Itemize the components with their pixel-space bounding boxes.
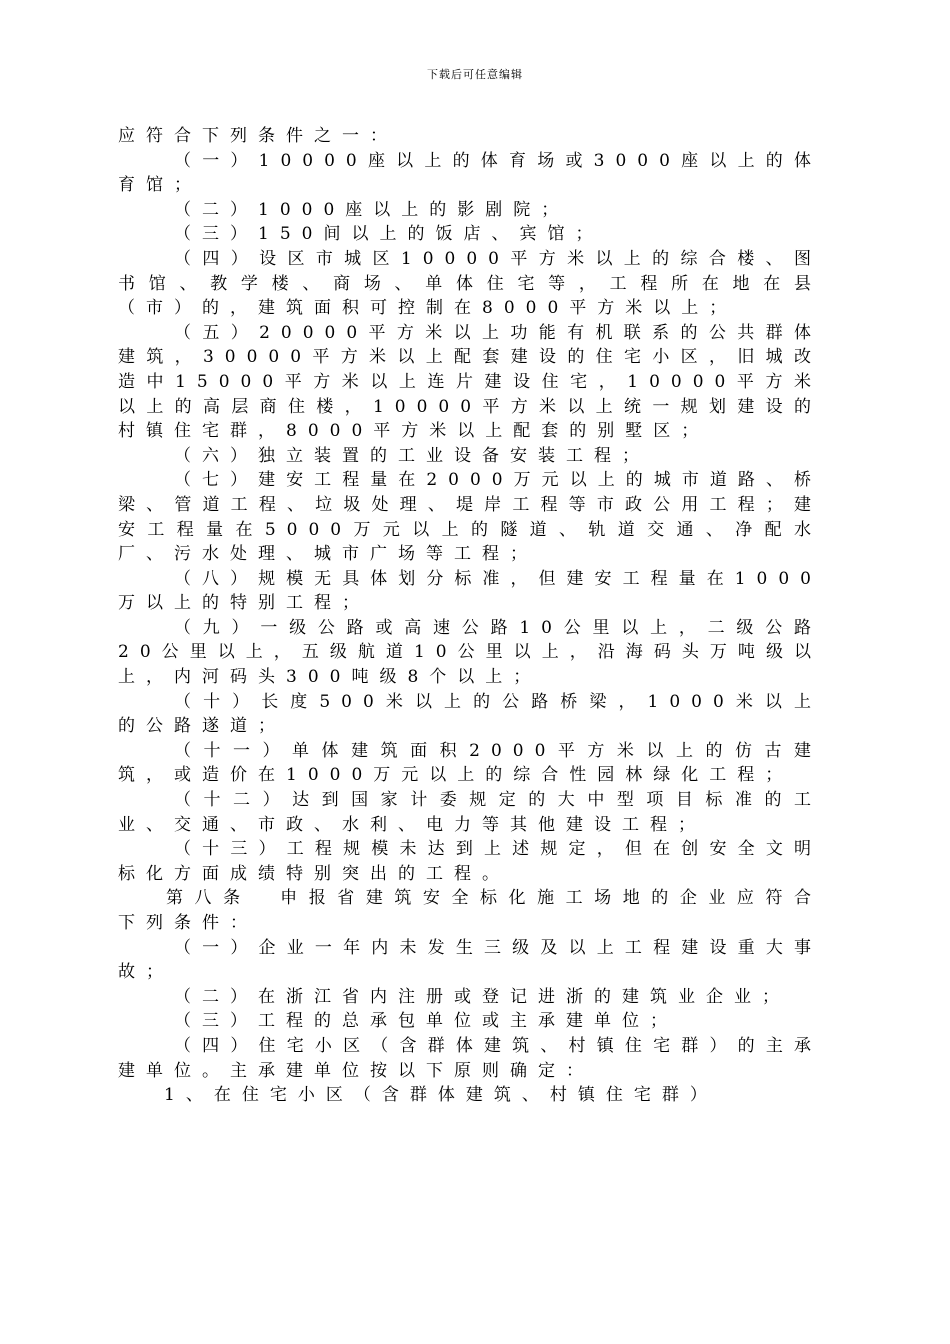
list-item-13: （十三）工程规模未达到上述规定，但在创安全文明标化方面成绩特别突出的工程。 [118,839,822,884]
principle-item-1: 1、在住宅小区（含群体建筑、村镇住宅群） [164,1085,718,1106]
list-item-10: （十）长度500米以上的公路桥梁，1000米以上的公路遂道； [118,691,822,737]
paragraph-lead: 应符合下列条件之一： [118,126,398,146]
list-item-3: （三）150间以上的饭店、宾馆； [174,224,604,245]
condition-item-2: （二）在浙江省内注册或登记进浙的建筑业企业； [174,986,790,1007]
article-8-heading: 第八条 申报省建筑安全标化施工场地的企业应符合下列条件： [118,888,822,933]
condition-item-4: （四）住宅小区（含群体建筑、村镇住宅群）的主承建单位。主承建单位按以下原则确定： [118,1035,822,1081]
condition-item-1: （一）企业一年内未发生三级及以上工程建设重大事故； [118,937,822,983]
list-item-5: （五）20000平方米以上功能有机联系的公共群体建筑，30000平方米以上配套建设的住宅小区，旧城改造中15000平方米以上连片建设住宅，10000平方米以上的高层商住楼，10000平方米以上统一规划建设的村镇住宅群，8000平方米以上配套的别墅区； [118,322,822,442]
list-item-2: （二）1000座以上的影剧院； [174,199,570,220]
list-item-12: （十二）达到国家计委规定的大中型项目标准的工业、交通、市政、水利、电力等其他建设工程； [118,790,822,835]
list-item-9: （九）一级公路或高速公路10公里以上，二级公路20公里以上，五级航道10公里以上，沿海码头万吨级以上，内河码头300吨级8个以上； [118,617,822,688]
list-item-7: （七）建安工程量在2000万元以上的城市道路、桥梁、管道工程、垃圾处理、堤岸工程等市政公用工程；建安工程量在5000万元以上的隧道、轨道交通、净配水厂、污水处理、城市广场等工程； [118,470,822,565]
list-item-1: （一）10000座以上的体育场或3000座以上的体育馆； [118,150,822,196]
condition-item-3: （三）工程的总承包单位或主承建单位； [174,1011,678,1032]
list-item-8: （八）规模无具体划分标准，但建安工程量在1000万以上的特别工程； [118,568,822,614]
list-item-6: （六）独立装置的工业设备安装工程； [174,445,650,466]
list-item-4: （四）设区市城区10000平方米以上的综合楼、图书馆、教学楼、商场、单体住宅等，工程所在地在县（市）的，建筑面积可控制在8000平方米以上； [118,248,822,319]
document-body [118,124,822,1108]
list-item-11: （十一）单体建筑面积2000平方米以上的仿古建筑，或造价在1000万元以上的综合性园林绿化工程； [118,740,822,786]
page-header: 下载后可任意编辑 [427,68,523,81]
